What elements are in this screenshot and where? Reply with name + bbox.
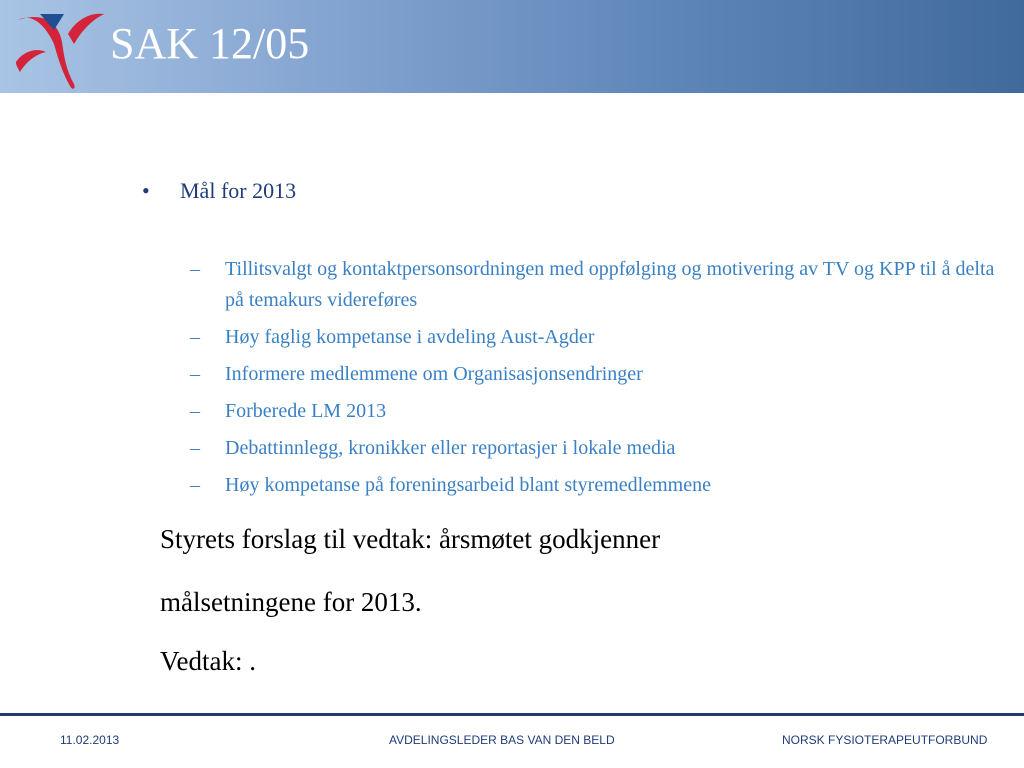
board-proposal-line-1: Styrets forslag til vedtak: årsmøtet godkjenner [160,524,661,554]
sub-bullet-item [190,433,1000,464]
sub-bullet-text: Tillitsvalgt og kontaktpersonsordningen med oppfølging og motivering av TV og KPP til å delta på temakurs videreføres [225,258,995,311]
dash-marker: – [190,400,200,422]
footer-divider [0,713,1024,716]
footer-presenter: AVDELINGSLEDER BAS VAN DEN BELD [389,733,615,747]
sub-bullet-text: Forberede LM 2013 [225,400,387,422]
sub-bullet-text: Debattinnlegg, kronikker eller reportasjer i lokale media [225,437,676,459]
sub-bullet-item [190,470,1000,501]
dash-marker: – [190,474,200,496]
sub-bullet-list [190,254,1000,507]
bullet-text: Mål for 2013 [180,178,297,203]
bullet-marker: • [142,178,150,203]
footer-date: 11.02.2013 [60,733,120,747]
sub-bullet-text: Høy faglig kompetanse i avdeling Aust-Agder [225,326,595,348]
dash-marker: – [190,363,200,385]
sub-bullet-item [190,322,1000,353]
dash-marker: – [190,437,200,459]
sub-bullet-text: Høy kompetanse på foreningsarbeid blant styremedlemmene [225,474,711,496]
slide-title: SAK 12/05 [110,19,310,68]
sub-bullet-item [190,254,1000,316]
sub-bullet-item [190,359,1000,390]
decision-text: Vedtak: . [160,646,256,676]
dash-marker: – [190,258,200,280]
dash-marker: – [190,326,200,348]
sub-bullet-text: Informere medlemmene om Organisasjonsendringer [225,363,643,385]
footer-organization: NORSK FYSIOTERAPEUTFORBUND [782,733,988,747]
sub-bullet-item [190,396,1000,427]
board-proposal-line-2: målsetningene for 2013. [160,587,422,617]
